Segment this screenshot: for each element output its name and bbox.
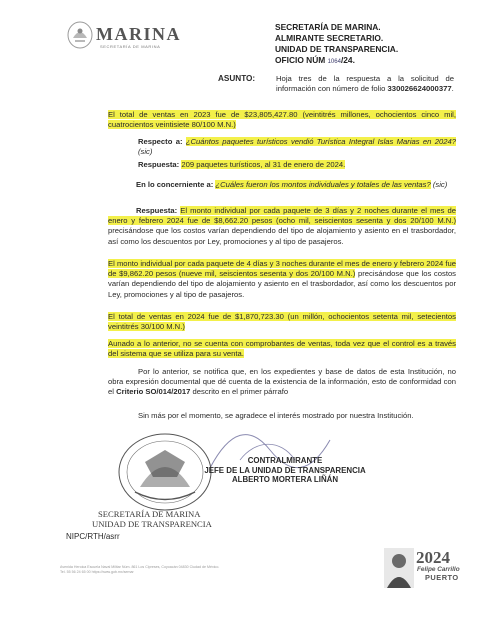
signature-block — [175, 456, 395, 485]
oficio-handwritten-number: 1064 — [327, 59, 341, 65]
seal-line-1: SECRETARÍA DE MARINA — [98, 509, 201, 519]
paragraph-no-receipts: Aunado a lo anterior, no se cuenta con comprobantes de ventas, toda vez que el control es a través del sistema que se utiliza para su venta. — [108, 339, 456, 359]
year-logo: 2024 — [416, 548, 450, 567]
year-logo-name-2: PUERTO — [425, 573, 459, 582]
signer-rank: CONTRALMIRANTE — [247, 456, 323, 465]
initials: NIPC/RTH/asrr — [66, 532, 120, 541]
seal-line-2: UNIDAD DE TRANSPARENCIA — [92, 519, 212, 529]
header-office — [275, 22, 465, 68]
folio-number: 330026624000377 — [387, 84, 452, 94]
brand-subtitle: SECRETARÍA DE MARINA — [100, 44, 161, 49]
header-line-2: ALMIRANTE SECRETARIO. — [275, 33, 384, 43]
oficio-number: OFICIO NÚM 1064/24. — [275, 55, 355, 65]
marina-emblem-icon — [66, 20, 94, 50]
header-line-1: SECRETARÍA DE MARINA. — [275, 22, 381, 32]
paragraph-answer-4days: El monto individual por cada paquete de 4 días y 3 noches durante el mes de enero y febrero 2024 fue de $9,862.20 pesos (nueve mil, seiscientos sesenta y dos 20/100 M.N.) precisándose que los costos varían dependiendo del tipo de alojamiento y asiento en el trasbordador, así como los descuentos por Ley, promociones y al tipo de pasajeros. — [108, 259, 457, 299]
paragraph-question-amounts: En lo concerniente a: ¿Cuáles fueron los montos individuales y totales de las ventas? (sic) — [136, 180, 448, 189]
footer-address: Avenida Heroica Escuela Naval Militar Núm. 861 Los Cipreses, Coyoacán 04830 Ciudad de México. Tel. 55 56 24 65 00 https://www.gob.mx/semar — [60, 565, 220, 574]
paragraph-sales-2024: El total de ventas en 2024 fue de $1,870,723.30 (un millón, ochocientos setenta mil, setecientos veintitrés 30/100 M.N.) — [108, 312, 456, 332]
paragraph-question-packages: Respecto a: ¿Cuántos paquetes turísticos vendió Turística Integral Islas Marias en 2024? (sic) — [138, 137, 456, 157]
paragraph-notification: Por lo anterior, se notifica que, en los expedientes y base de datos de esta Institución, no obra expresión documental que dé cuenta de la existencia de la información, esto de conformidad con el Criterio SO/014/2017 descrito en el primer párrafo — [108, 367, 456, 397]
asunto-label: ASUNTO: — [218, 74, 256, 83]
year-logo-name-1: Felipe Carrillo — [417, 566, 460, 573]
asunto-text: Hoja tres de la respuesta a la solicitud de información con número de folio 330026624000377. — [276, 74, 454, 94]
signer-title: JEFE DE LA UNIDAD DE TRANSPARENCIA — [204, 465, 366, 475]
portrait-icon — [384, 548, 414, 588]
paragraph-answer-3days: Respuesta: El monto individual por cada paquete de 3 días y 2 noches durante el mes de enero y febrero 2024 fue de $8,662.20 pesos (ocho mil, seiscientos sesenta y dos 20/100 M.N.) precisándose que los costos varían dependiendo del tipo de alojamiento y asiento en el trasbordador, así como los descuentos por Ley, promociones y al tipo de pasajeros. — [108, 206, 456, 246]
paragraph-answer-packages: Respuesta: 209 paquetes turísticos, al 31 de enero de 2024. — [138, 160, 346, 169]
header-line-3: UNIDAD DE TRANSPARENCIA. — [275, 44, 399, 54]
paragraph-sales-2023: El total de ventas en 2023 fue de $23,805,427.80 (veintitrés millones, ochocientos cinco mil, cuatrocientos veintisiete 80/100 M.N.) — [108, 110, 456, 130]
paragraph-closing: Sin más por el momento, se agradece el interés mostrado por nuestra Institución. — [138, 411, 414, 420]
brand-name: MARINA — [96, 24, 181, 44]
signer-name: ALBERTO MORTERA LIÑÁN — [231, 475, 339, 485]
